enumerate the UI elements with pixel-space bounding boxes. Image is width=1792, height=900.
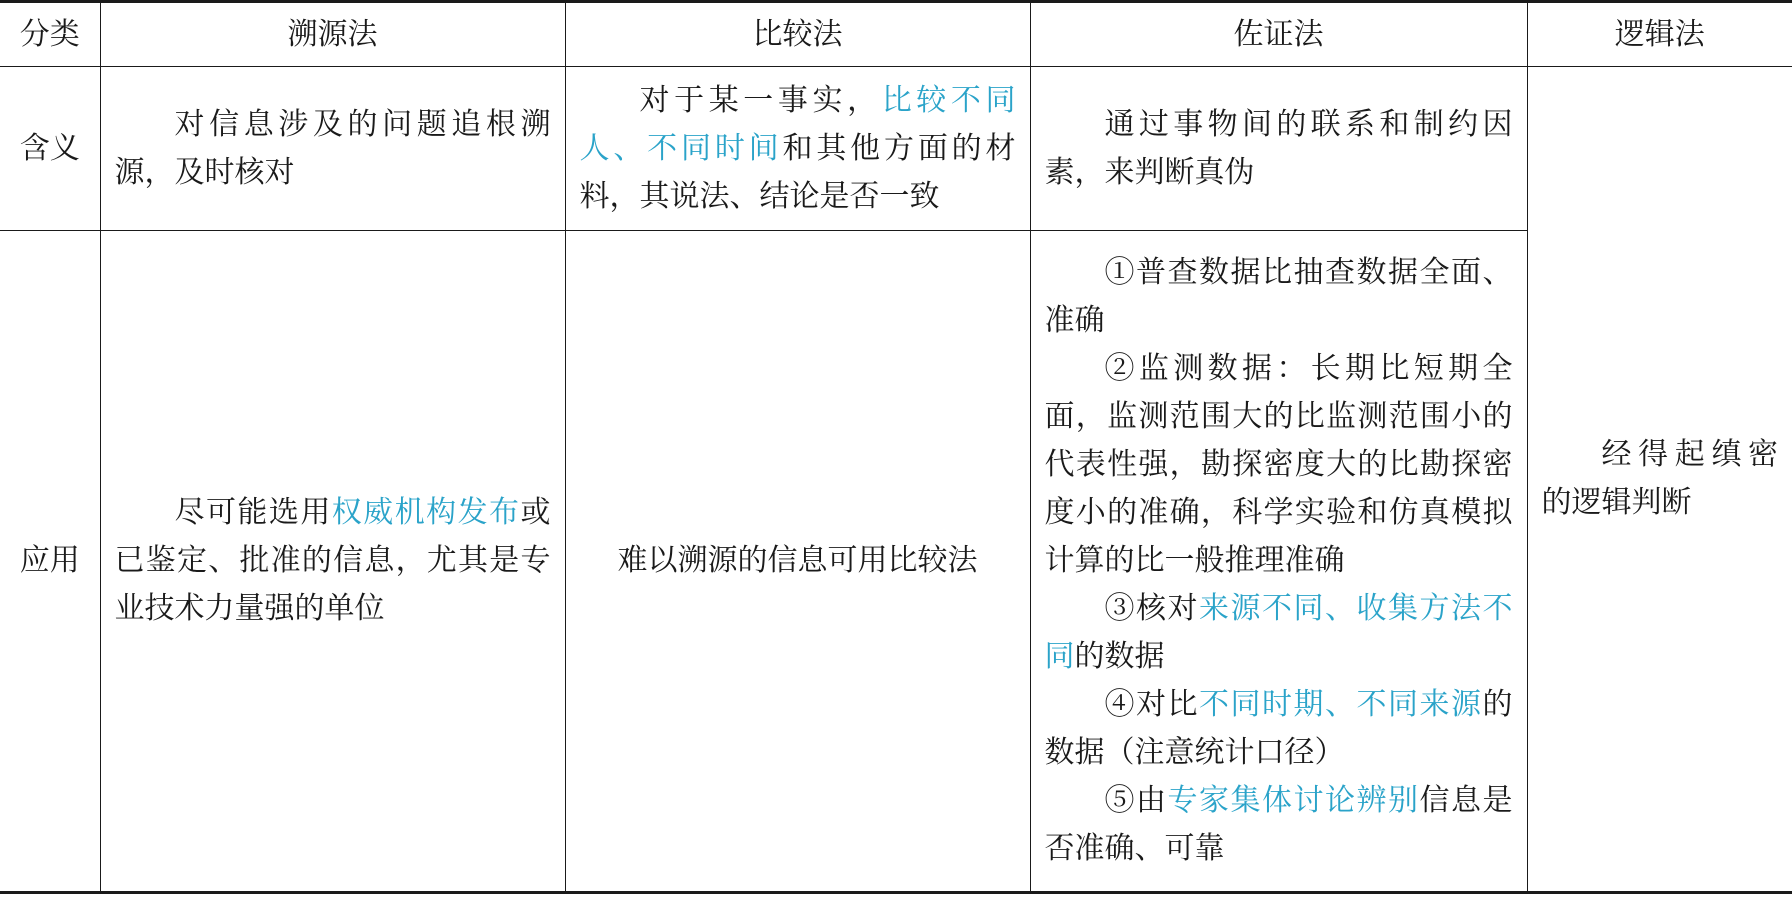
- corroborate-item-1: [1045, 249, 1513, 345]
- meaning-compare-text-1: 对于某一事实，: [639, 82, 882, 118]
- corroborate-item-4-text-2: 的数据（注意统计口径）: [1044, 687, 1513, 770]
- corroborate-item-5-highlight: 专家集体讨论辨别: [1167, 783, 1420, 818]
- meaning-row: [0, 67, 1792, 231]
- header-compare-method: 比较法: [565, 2, 1030, 67]
- meaning-corroborate-cell: [1030, 67, 1527, 231]
- application-trace-cell: [100, 231, 565, 893]
- corroborate-item-3: [1045, 585, 1513, 681]
- logic-cell: [1527, 67, 1792, 893]
- header-trace-method: 溯源法: [100, 2, 565, 67]
- corroborate-item-1-text: ①普查数据比抽查数据全面、准确: [1044, 255, 1513, 338]
- meaning-compare-cell: [565, 67, 1030, 231]
- corroborate-item-5-text-1: ⑤由: [1104, 783, 1168, 818]
- meaning-corroborate-text: 通过事物间的联系和制约因素，来判断真伪: [1044, 106, 1513, 190]
- corroborate-item-4-text-1: ④对比: [1104, 687, 1199, 722]
- corroborate-item-4: [1045, 681, 1513, 777]
- header-category: 分类: [0, 2, 100, 67]
- meaning-compare-text-2: 和其他方面的材料，其说法、结论是否一致: [579, 130, 1016, 214]
- corroborate-item-3-text-2: 的数据: [1074, 639, 1165, 674]
- application-trace-text-2: 或已鉴定、批准的信息，尤其是专业技术力量强的单位: [114, 495, 551, 626]
- corroborate-item-2-text: ②监测数据：长期比短期全面，监测范围大的比监测范围小的代表性强，勘探密度大的比勘探密度小的准确，科学实验和仿真模拟计算的比一般推理准确: [1044, 351, 1513, 578]
- corroborate-item-3-text-1: ③核对: [1104, 591, 1199, 626]
- corroborate-item-5-text-2: 信息是否准确、可靠: [1044, 783, 1513, 866]
- corroborate-item-4-highlight: 不同时期、不同来源: [1199, 687, 1483, 722]
- corroborate-item-2: [1045, 345, 1513, 585]
- application-trace-text-1: 尽可能选用: [174, 495, 332, 530]
- header-logic-method: 逻辑法: [1527, 2, 1792, 67]
- meaning-trace-cell: [100, 67, 565, 231]
- meaning-trace-text: 对信息涉及的问题追根溯源，及时核对: [114, 106, 551, 190]
- meaning-label: 含义: [0, 67, 100, 231]
- meaning-compare-highlight: 比较不同人、不同时间: [579, 82, 1016, 166]
- application-compare-text: 难以溯源的信息可用比较法: [617, 543, 978, 578]
- application-trace-highlight: 权威机构发布: [331, 495, 521, 530]
- application-corroborate-cell: [1030, 231, 1527, 893]
- logic-text: 经得起缜密的逻辑判断: [1541, 437, 1778, 520]
- application-row: [0, 231, 1792, 893]
- application-compare-cell: [565, 231, 1030, 893]
- header-row: [0, 2, 1792, 67]
- application-label: 应用: [0, 231, 100, 893]
- header-corroborate-method: 佐证法: [1030, 2, 1527, 67]
- corroborate-item-3-highlight: 来源不同、收集方法不同: [1044, 591, 1513, 674]
- corroborate-item-5: [1045, 777, 1513, 873]
